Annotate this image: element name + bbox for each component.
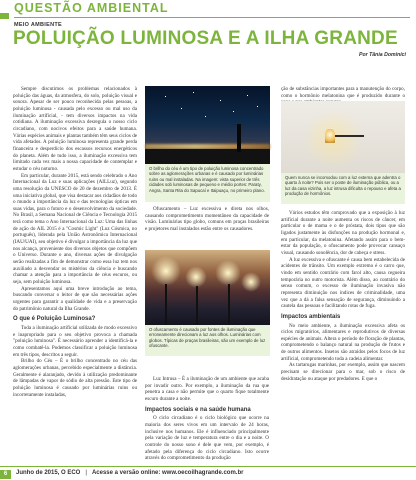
photo-caption: Quem nunca se incomodou com a luz externa que adentra o quarto à noite? Pois ser o poste de iluminação pública, ou a luz da casa vizinha, a luz intrusa dificulta o repouso e afeta a produção de hormônios. — [281, 173, 405, 204]
section-divider — [14, 17, 410, 18]
paragraph: Ofuscamento – Luz excessiva e direta nos olhos, causando comprometimento momentâneo da capacidade de visão. Luminárias tipo globo, comuns em praças brasileiras e projetores mal instalados estão entre os causadores. — [145, 206, 269, 232]
article-headline: POLUIÇÃO LUMINOSA E A ILHA GRANDE — [13, 28, 398, 49]
section-accent — [0, 13, 9, 19]
page-footer — [0, 466, 416, 480]
photo-glare-lights — [145, 250, 270, 325]
paragraph: Toda a iluminação artificial utilizada de modo excessivo e inapropriado para o seu objetivo provoca a chamada "poluição luminosa". É necessário aprender a identificá-la e como combatê-la. Podemos classificar a poluição luminosa em três tipos, descritos a seguir. — [13, 324, 137, 358]
photo-caption: O brilho do céu é um tipo de poluição luminosa concentrado sobre as aglomerações urbanas e é causado por luminárias ruins ou mal instaladas. Na imagem: vista superior de três cidades sob luminosas de pequeno e médio portes: Paraty, Angra, Santa Rita do Sapucaí e Itaipuaçu, no primeiro plano. — [145, 164, 270, 202]
paragraph: No meio ambiente, a iluminação excessiva afeta os ciclos migratórios, alimentares e reprodutivos de diversas espécies de animais. Altera o período de floração de plantas, comprometendo o balanço natural na produção de frutos e de outros alimentos. Insetos são atraídos pelos focos de luz artificial, comprometendo toda a cadeia alimentar. — [281, 322, 405, 362]
online-label: Acesse a versão online: — [91, 470, 161, 476]
article-column-3-bottom — [281, 210, 405, 460]
paragraph: Brilho do Céu – É o brilho concentrado no céu das aglomerações urbanas, percebido especialmente a distância. Geralmente é alaranjado, devido à utilização predominante de lâmpadas de vapor de sódio de alta pressão. Este tipo de poluição luminosa é causado por luminárias ruins ou incorretamente instaladas, — [13, 358, 137, 398]
site-url-link[interactable]: www.oecoilhagrande.com.br — [162, 470, 244, 476]
page-number: 6 — [0, 470, 11, 479]
section-title: QUESTÃO AMBIENTAL — [14, 1, 169, 15]
article-column-1 — [13, 86, 137, 456]
subheading: Impactos sociais e na saúde humana — [145, 406, 251, 413]
paragraph: Em particular, durante 2015, está sendo celebrado o Ano Internacional da Luz e suas aplicações (AILLuz), segundo uma resolução da UNESCO de 20 de dezembro de 2013. É uma iniciativa global, que visa destacar aos cidadãos de todo o mundo a importância da luz e das tecnologias ópticas em suas vidas, para o futuro e o desenvolvimento da sociedade. No Brasil, a Semana Nacional de Ciência e Tecnologia 2015 terá como tema o Ano Internacional da Luz: Uma das linhas de ação do AIL 2015 é a "Cosmic Light" (Luz Cósmica, no português), liderada pela União Astronômica Internacional (IAU/UAI), seu objetivo é divulgar a importância da luz que nos alcança, proveniente dos diversos objetos que compõem o Universo. Durante o ano, diversas ações de divulgação serão realizadas a fim de demonstrar como essa luz tem nos auxiliado a desvendar os mistérios da ciência e buscando chamar a atenção para a importância de céus escuros, ou seja, sem poluição luminosa. — [13, 172, 137, 286]
section-header — [0, 0, 416, 22]
footer-text — [16, 470, 243, 476]
issue-date: Junho de 2015, O ECO — [16, 470, 81, 476]
article-column-2-bottom — [145, 376, 269, 462]
byline: Por Tânia Dominici — [359, 52, 406, 58]
paragraph: As tartarugas marinhas, por exemplo, assim que nascem precisam se direcionar para o mar, sob o risco de desidratação ou ataque por predadores. E que o — [281, 362, 405, 382]
paragraph: Apresentamos aqui uma breve introdução ao tema, buscando conversar o leitor de que são necessárias ações urgentes para garantir a qualidade de vida e a preservação do patrimônio natural da Ilha Grande. — [13, 285, 137, 312]
category-label: MEIO AMBIENTE — [14, 22, 63, 28]
paragraph: ção de substâncias importantes para a manutenção do corpo, como o hormônio melatonina que é produzido durante o — [281, 86, 405, 99]
article-column-2-top — [145, 206, 269, 246]
footer-separator: | — [85, 470, 87, 476]
subheading: O que é Poluição Luminosa? — [13, 316, 96, 323]
paragraph: O ciclo circadiano é o ciclo biológico que ocorre na maioria dos seres vivos em um intervalo de 24 horas, inclusive nos humanos. Ele é influenciado principalmente pela variação de luz e temperatura entre o dia e a noite. O controle do nosso sono é dele que vem, por exemplo, é afetado pela diferença do ciclo circadiano. Isto ocorre através do comprometimento da produção — [145, 415, 269, 462]
photo-caption: O ofuscamento é causado por fontes de iluminação que erroneamente direcionam a luz aos olhos. Luminárias com globos. Típicas de praças brasileiras, são um exemplo de luz ofuscante. — [145, 325, 270, 356]
paragraph: A luz excessiva e ofuscante é causa bem estabelecida de acidentes de trânsito. Um exemplo extremo é o carro que, vindo em sentido contrário com farol alto, causa cegueira temporária no outro motorista. Além disso, ao contrário do senso comum, o excesso de iluminação invasiva não representa diminuição nos índices de criminalidade, uma vez que a dá a falsa sensação de segurança, diminuindo a cautela das pessoas e facilitando rotas de fuga. — [281, 256, 405, 310]
photo-night-sky-glow — [145, 86, 270, 164]
paragraph: Sempre discutimos os problemas relacionados à poluição das águas, da atmosfera, do solo, poluição visual e sonora. Apesar de ser pouco reconhecida pelas pessoas, a poluição luminosa - causada pelo excesso ou mal uso da iluminação artificial, - tem diversos impactos na vida cotidiana. A iluminação excessiva desregula o nosso ciclo circadiano, com nocivos efeitos para a saúde humana. Várias espécies animais e plantas também têm seus ciclos de vida afetados. A poluição luminosa representa grande perda financeira e desperdício dos escassos recursos energéticos do planeta. Além de tudo isso, a iluminação excessiva tem limitado cada vez mais a nossa capacidade de contemplar e estudar o céu noturno. — [13, 86, 137, 172]
photo-intrusive-light — [281, 101, 405, 173]
subheading: Impactos ambientais — [281, 313, 341, 320]
paragraph: Luz Intrusa – É a iluminação de um ambiente que acaba por invadir outro. Por exemplo, a iluminação da rua que penetra a casa e não permite que o quarto fique totalmente escuro durante a noite. — [145, 376, 269, 402]
paragraph: Vários estudos têm comprovado que a exposição à luz artificial durante a noite aumenta os riscos de câncer, em particular o de mama e o de próstata, dois tipos que são ligados justamente às disfunções na produção hormonal e, em particular, da melatonina. Afetando assim para o bem-estar da população, o ofuscamento pode provocar cansaço visual, causando sonolência, dor de cabeça e stress. — [281, 210, 405, 256]
